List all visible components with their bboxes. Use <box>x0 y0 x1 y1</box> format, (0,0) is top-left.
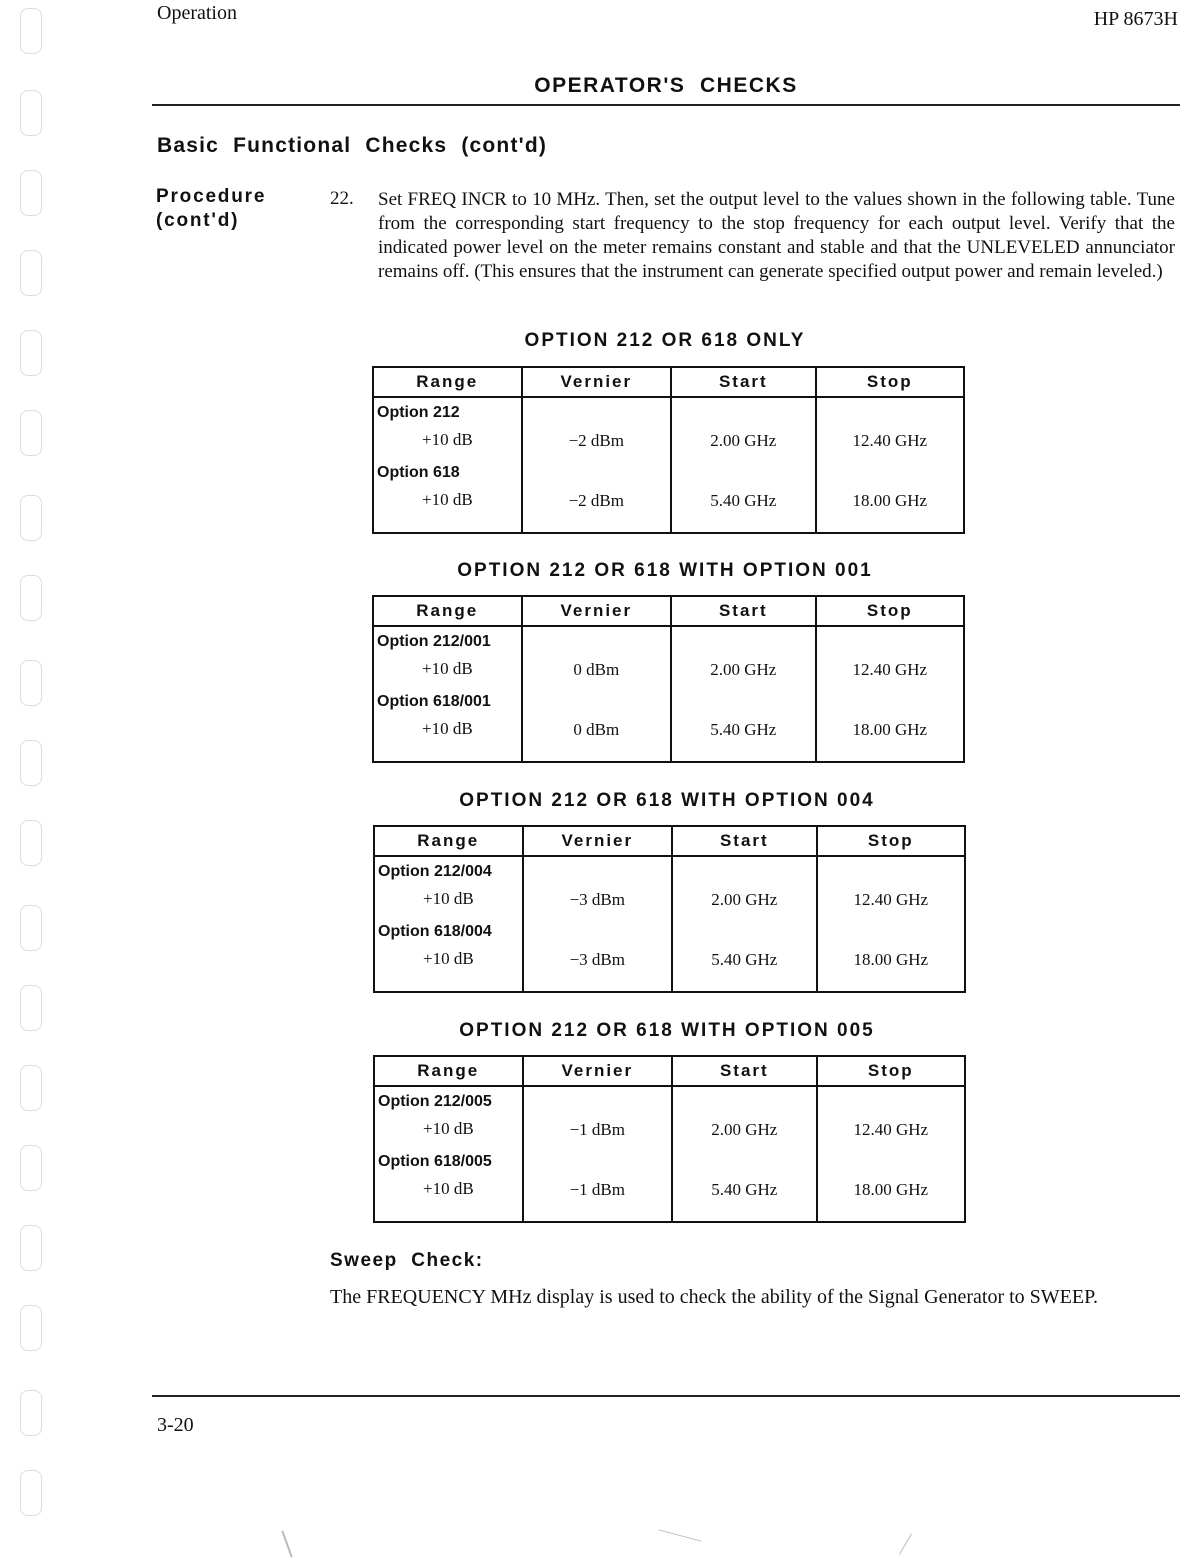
column-header-range: Range <box>374 826 523 856</box>
start-frequency: 2.00 GHz <box>711 1120 778 1139</box>
start-frequency: 5.40 GHz <box>711 1180 778 1199</box>
output-level: +10 dB <box>422 719 473 738</box>
stop-frequency: 12.40 GHz <box>853 1120 929 1139</box>
vernier-value: −2 dBm <box>568 491 624 510</box>
step-number: 22. <box>330 188 354 209</box>
option-label: Option 618/001 <box>377 693 491 710</box>
table-title: OPTION 212 OR 618 ONLY <box>524 330 806 351</box>
sweep-check-heading: Sweep Check: <box>330 1250 484 1271</box>
spec-table <box>373 1055 966 1223</box>
column-header-stop: Stop <box>816 596 964 626</box>
column-header-vernier: Vernier <box>523 826 673 856</box>
stop-frequency: 12.40 GHz <box>852 660 928 679</box>
procedure-label-line1: Procedure <box>156 186 267 207</box>
vernier-value: −1 dBm <box>569 1180 625 1199</box>
table-row <box>373 626 964 762</box>
vernier-value: −3 dBm <box>569 950 625 969</box>
subheading: Basic Functional Checks (cont'd) <box>157 134 548 157</box>
column-header-stop: Stop <box>817 1056 965 1086</box>
column-header-range: Range <box>374 1056 523 1086</box>
stop-frequency: 18.00 GHz <box>853 1180 929 1199</box>
output-level: +10 dB <box>423 1179 474 1198</box>
page-number: 3-20 <box>157 1414 194 1436</box>
output-level: +10 dB <box>422 430 473 449</box>
option-label: Option 618/005 <box>378 1153 492 1170</box>
start-frequency: 5.40 GHz <box>710 720 777 739</box>
stop-frequency: 18.00 GHz <box>852 720 928 739</box>
table-title: OPTION 212 OR 618 WITH OPTION 004 <box>459 790 875 811</box>
header-model-number: HP 8673H <box>1093 8 1178 30</box>
title-divider <box>152 104 1180 106</box>
table-title: OPTION 212 OR 618 WITH OPTION 005 <box>459 1020 875 1041</box>
option-label: Option 212 <box>377 404 460 421</box>
start-frequency: 2.00 GHz <box>710 660 777 679</box>
output-level: +10 dB <box>423 949 474 968</box>
column-header-vernier: Vernier <box>522 367 672 397</box>
column-header-vernier: Vernier <box>522 596 672 626</box>
stop-frequency: 12.40 GHz <box>852 431 928 450</box>
column-header-start: Start <box>672 1056 816 1086</box>
vernier-value: 0 dBm <box>573 720 620 739</box>
footer-divider <box>152 1395 1180 1397</box>
step-text: Set FREQ INCR to 10 MHz. Then, set the output level to the values shown in the following table. Tune from the corresponding start frequency to the stop frequency for each output level. Verify that the indicated power level on the meter remains constant and stable and that the UNLEVELED annunciator remains off. (This ensures that the instrument can generate specified output power and remain leveled.) <box>378 189 1175 282</box>
column-header-range: Range <box>373 596 522 626</box>
start-frequency: 2.00 GHz <box>711 890 778 909</box>
option-label: Option 618/004 <box>378 923 492 940</box>
vernier-value: −2 dBm <box>568 431 624 450</box>
output-level: +10 dB <box>422 490 473 509</box>
output-level: +10 dB <box>422 659 473 678</box>
stop-frequency: 18.00 GHz <box>853 950 929 969</box>
column-header-stop: Stop <box>816 367 964 397</box>
column-header-stop: Stop <box>817 826 965 856</box>
table-row <box>373 397 964 533</box>
table-row <box>374 856 965 992</box>
option-label: Option 618 <box>377 464 460 481</box>
spec-table <box>372 366 965 534</box>
header-section-name: Operation <box>157 2 237 24</box>
procedure-label <box>156 185 266 233</box>
table-row <box>374 1086 965 1222</box>
output-level: +10 dB <box>423 889 474 908</box>
start-frequency: 2.00 GHz <box>710 431 777 450</box>
page-title: OPERATOR'S CHECKS <box>534 74 798 97</box>
sweep-check-text: The FREQUENCY MHz display is used to check the ability of the Signal Generator to SWEEP. <box>330 1286 1099 1308</box>
stop-frequency: 18.00 GHz <box>852 491 928 510</box>
column-header-start: Start <box>672 826 816 856</box>
option-label: Option 212/004 <box>378 863 492 880</box>
column-header-range: Range <box>373 367 522 397</box>
column-header-start: Start <box>671 367 815 397</box>
vernier-value: 0 dBm <box>573 660 620 679</box>
vernier-value: −3 dBm <box>569 890 625 909</box>
stop-frequency: 12.40 GHz <box>853 890 929 909</box>
output-level: +10 dB <box>423 1119 474 1138</box>
start-frequency: 5.40 GHz <box>711 950 778 969</box>
column-header-start: Start <box>671 596 815 626</box>
start-frequency: 5.40 GHz <box>710 491 777 510</box>
table-title: OPTION 212 OR 618 WITH OPTION 001 <box>457 560 873 581</box>
option-label: Option 212/005 <box>378 1093 492 1110</box>
spec-table <box>373 825 966 993</box>
spec-table <box>372 595 965 763</box>
vernier-value: −1 dBm <box>569 1120 625 1139</box>
option-label: Option 212/001 <box>377 633 491 650</box>
procedure-label-line2: (cont'd) <box>156 210 240 231</box>
column-header-vernier: Vernier <box>523 1056 673 1086</box>
